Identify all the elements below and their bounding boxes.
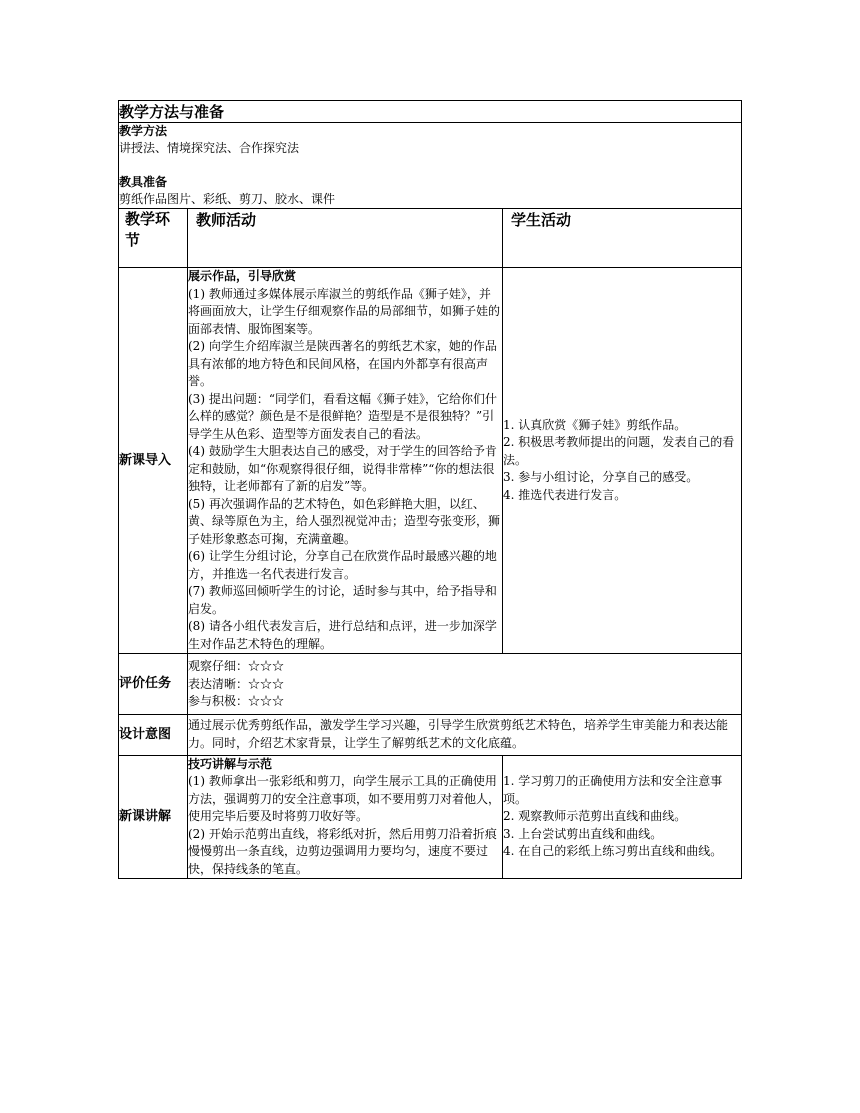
- materials-heading: 教具准备: [119, 175, 168, 189]
- lecture-teacher-item: (1) 教师拿出一张彩纸和剪刀，向学生展示工具的正确使用方法，强调剪刀的安全注意事项，如不要用剪刀对着他人，使用完毕后要及时将剪刀收好等。: [188, 774, 501, 823]
- lecture-student-cell: [503, 755, 742, 879]
- intro-teacher-item: (8) 请各小组代表发言后，进行总结和点评，进一步加深学生对作品艺术特色的理解。: [188, 619, 497, 651]
- methods-heading: 教学方法: [119, 124, 168, 138]
- evaluation-item: 参与积极：☆☆☆: [188, 694, 285, 708]
- lesson-plan-page: [118, 100, 741, 879]
- intro-teacher-item: (6) 让学生分组讨论，分享自己在欣赏作品时最感兴趣的地方，并推选一名代表进行发言。: [188, 549, 497, 581]
- intro-student-item: 1. 认真欣赏《狮子娃》剪纸作品。: [503, 417, 687, 432]
- lecture-student-item: 1. 学习剪刀的正确使用方法和安全注意事项。: [503, 774, 723, 806]
- section-title-row: [119, 101, 742, 123]
- lecture-teacher-title: 技巧讲解与示范: [188, 756, 273, 771]
- intro-teacher-item: (7) 教师巡回倾听学生的讨论，适时参与其中，给予指导和启发。: [188, 584, 497, 616]
- intro-student-item: 2. 积极思考教师提出的问题，发表自己的看法。: [503, 435, 735, 467]
- lecture-label: 新课讲解: [119, 755, 188, 879]
- intro-row: [119, 268, 742, 654]
- lecture-student-item: 3. 上台尝试剪出直线和曲线。: [503, 826, 663, 841]
- evaluation-label: 评价任务: [119, 654, 188, 715]
- materials-text: 剪纸作品图片、彩纸、剪刀、胶水、课件: [119, 192, 336, 206]
- intro-teacher-title: 展示作品，引导欣赏: [188, 269, 297, 283]
- lecture-teacher-cell: [188, 755, 503, 879]
- evaluation-row: [119, 654, 742, 715]
- intro-teacher-item: (1) 教师通过多媒体展示库淑兰的剪纸作品《狮子娃》，并将画面放大，让学生仔细观察作品的局部细节，如狮子娃的面部表情、服饰图案等。: [188, 286, 501, 336]
- header-stage: 教学环节: [119, 209, 188, 268]
- design-row: [119, 714, 742, 755]
- intro-teacher-cell: [188, 268, 503, 654]
- lecture-student-item: 2. 观察教师示范剪出直线和曲线。: [503, 809, 687, 823]
- table-header-row: [119, 209, 742, 268]
- design-label: 设计意图: [119, 714, 188, 755]
- lecture-row: [119, 755, 742, 879]
- lecture-student-item: 4. 在自己的彩纸上练习剪出直线和曲线。: [503, 844, 723, 858]
- intro-student-cell: [503, 268, 742, 654]
- header-student: 学生活动: [503, 209, 742, 268]
- evaluation-cell: [188, 654, 742, 715]
- intro-label: 新课导入: [119, 268, 188, 654]
- preparation-cell: [119, 123, 742, 209]
- preparation-row: [119, 123, 742, 209]
- lecture-teacher-item: (2) 开始示范剪出直线，将彩纸对折，然后用剪刀沿着折痕慢慢剪出一条直线，边剪边强调用力要均匀，速度不要过快，保持线条的笔直。: [188, 826, 497, 876]
- intro-student-item: 3. 参与小组讨论，分享自己的感受。: [503, 470, 699, 485]
- methods-text: 讲授法、情境探究法、合作探究法: [119, 141, 300, 155]
- intro-teacher-item: (2) 向学生介绍库淑兰是陕西著名的剪纸艺术家，她的作品具有浓郁的地方特色和民间风格，在国内外都享有很高声誉。: [188, 339, 497, 388]
- lesson-plan-table: [118, 100, 742, 879]
- intro-teacher-item: (4) 鼓励学生大胆表达自己的感受，对于学生的回答给予肯定和鼓励，如“你观察得很仔细，说得非常棒”“你的想法很独特，让老师都有了新的启发”等。: [188, 444, 497, 493]
- intro-student-item: 4. 推选代表进行发言。: [503, 487, 627, 502]
- evaluation-item: 表达清晰：☆☆☆: [188, 676, 285, 691]
- intro-teacher-item: (5) 再次强调作品的艺术特色，如色彩鲜艳大胆，以红、黄、绿等原色为主，给人强烈视觉冲击；造型夸张变形，狮子娃形象憨态可掬，充满童趣。: [188, 496, 501, 546]
- intro-teacher-item: (3) 提出问题：“同学们，看看这幅《狮子娃》，它给你们什么样的感觉？颜色是不是很鲜艳？造型是不是很独特？”引导学生从色彩、造型等方面发表自己的看法。: [188, 391, 497, 441]
- header-teacher: 教师活动: [188, 209, 503, 268]
- section-title: 教学方法与准备: [119, 101, 742, 123]
- evaluation-item: 观察仔细：☆☆☆: [188, 659, 285, 673]
- design-text: 通过展示优秀剪纸作品，激发学生学习兴趣，引导学生欣赏剪纸艺术特色，培养学生审美能力和表达能力。同时，介绍艺术家背景，让学生了解剪纸艺术的文化底蕴。: [188, 714, 742, 755]
